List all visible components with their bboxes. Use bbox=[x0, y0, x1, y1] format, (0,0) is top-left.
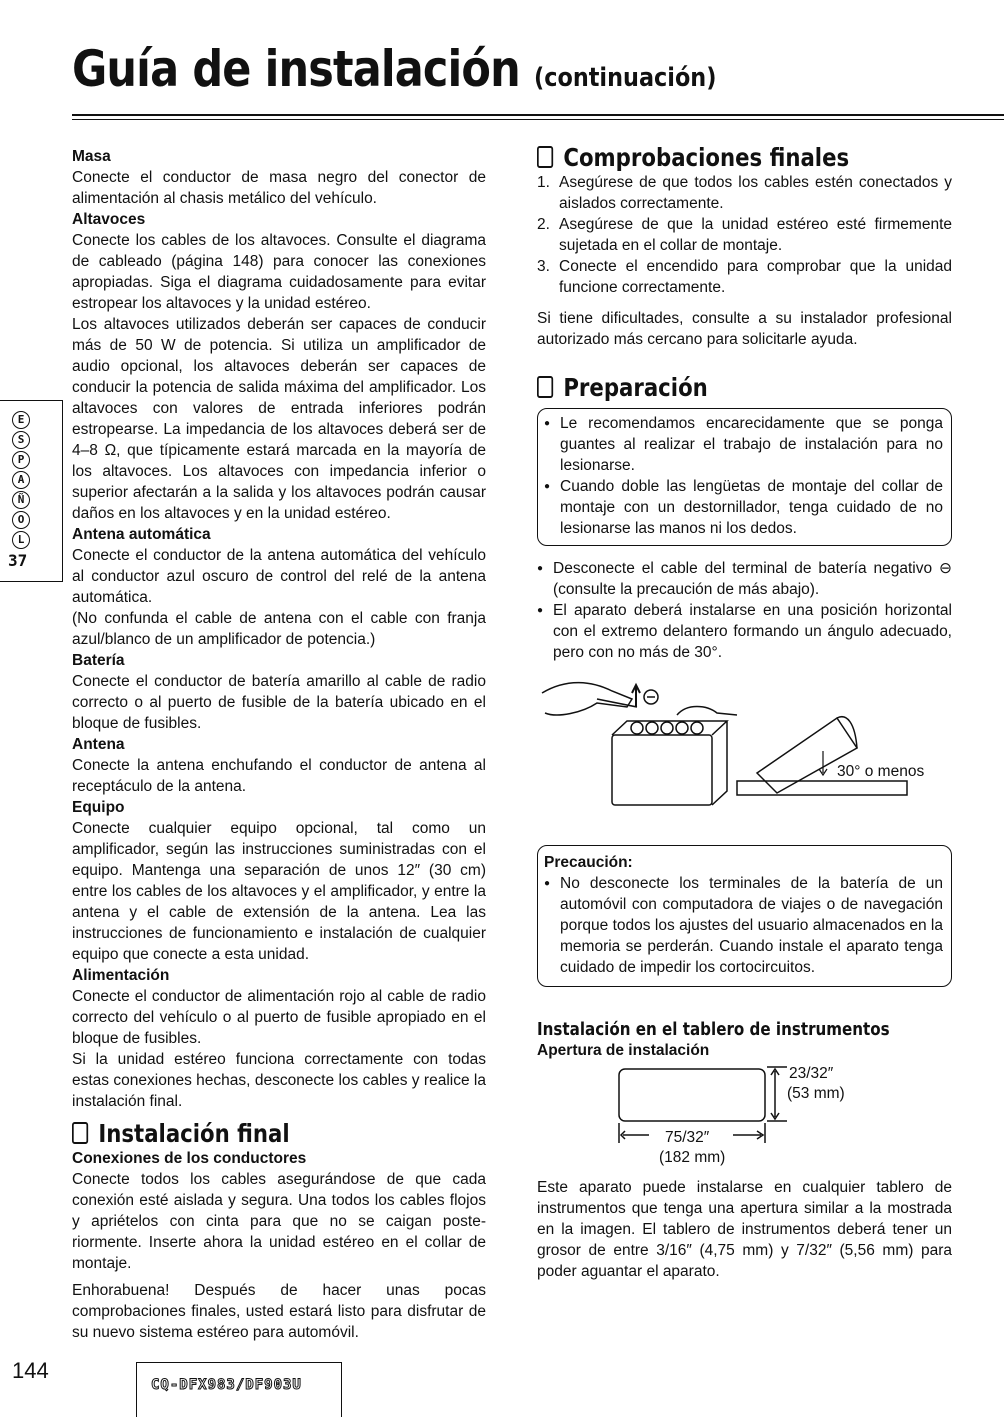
preparacion-box-list bbox=[544, 413, 943, 539]
instalacion-final-heading bbox=[72, 1118, 424, 1148]
alimentacion-p2: Si la unidad estéreo funciona correctamente con todas estas conexiones hechas, desconecte los cables y realice la instalación final. bbox=[72, 1051, 486, 1110]
list-item: ● Cuando doble las lengüetas de montaje del collar de montaje con un destornillador, tenga cuidado de no lesionarse las manos ni los dedos. bbox=[544, 476, 943, 539]
alimentacion-heading: Alimentación bbox=[72, 967, 170, 984]
section-box-icon bbox=[72, 1122, 88, 1144]
antena-auto-p1: Conecte el conductor de la antena automática del vehículo al conductor azul oscuro de control del relé de la antena automática. bbox=[72, 547, 486, 606]
preparacion-heading bbox=[537, 372, 890, 402]
model-number: CQ-DFX983/DF903U bbox=[151, 1377, 302, 1393]
header-rule bbox=[72, 114, 1004, 116]
comprobaciones-note: Si tiene dificultades, consulte a su instalador profesional autorizado más cercano para solicitarle ayuda. bbox=[537, 310, 952, 348]
precaucion-box bbox=[537, 845, 952, 987]
tab-number: 37 bbox=[8, 551, 28, 570]
altavoces-p2: Los altavoces utilizados deberán ser capaces de conducir más de 50 W de potencia. Si utiliza un amplificador de audio opcional, los altavoces deberán ser capaces de conducir la potencia de salida máxima del amplificador. Los altavoces con valores de entrada inferiores podrán estropearse. La impedancia de los altavoces deberá ser de 4–8 Ω, que típicamente estará marcada en la mayoría de los altavoces. Los altavoces con impedancia inferior o superior afectarán a la salida y los altavoces podrán causar daños en los altavoces y en la unidad estéreo. bbox=[72, 316, 486, 522]
antena-heading: Antena bbox=[72, 736, 125, 753]
comprobaciones-title: Comprobaciones finales bbox=[563, 142, 850, 172]
apertura-heading: Apertura de instalación bbox=[537, 1042, 710, 1059]
dashboard-bar bbox=[737, 781, 907, 795]
comprobaciones-heading bbox=[537, 142, 890, 172]
list-item: ● El aparato deberá instalarse en una posición horizontal con el extremo delantero formando un ángulo adecuado, pero con no más de 30°. bbox=[537, 600, 952, 663]
precaucion-heading: Precaución: bbox=[544, 854, 633, 871]
width-mm: (182 mm) bbox=[659, 1149, 726, 1166]
bateria-text: Conecte el conductor de batería amarillo al cable de radio correcto o al puerto de fusible de la batería ubicado en el bloque de fusibles. bbox=[72, 673, 486, 732]
language-letters bbox=[8, 409, 34, 551]
battery-and-angle-drawing bbox=[537, 673, 952, 833]
bateria-heading: Batería bbox=[72, 652, 125, 669]
angle-label: 30° o menos bbox=[837, 763, 925, 780]
tab-letter: Ñ bbox=[12, 491, 30, 509]
masa-text: Conecte el conductor de masa negro del conector de alimentación al chasis metálico del vehículo. bbox=[72, 169, 486, 207]
list-item: 3. Conecte el encendido para comprobar que la unidad funcione correctamente. bbox=[537, 258, 952, 296]
opening-rectangle bbox=[619, 1069, 765, 1121]
altavoces-heading: Altavoces bbox=[72, 211, 146, 228]
section-box-icon bbox=[537, 376, 553, 398]
tablero-text: Este aparato puede instalarse en cualquier tablero de instrumentos que tenga una apertura similar a la mostrada en la imagen. El tablero de instrumentos deberá tener un grosor de entre 3/16″ (4,75 mm) y 7/32″ (5,56 mm) para poder aguantar el aparato. bbox=[537, 1179, 952, 1280]
title-main: Guía de instalación bbox=[72, 40, 520, 98]
hand-shape bbox=[542, 683, 632, 715]
header-rule-thin bbox=[72, 119, 1004, 120]
tab-letter: S bbox=[12, 431, 30, 449]
opening-diagram bbox=[537, 1063, 952, 1167]
comprobaciones-list bbox=[537, 172, 952, 298]
altavoces-p1: Conecte los cables de los altavoces. Consulte el diagrama de cableado (página 148) para conocer las conexiones apropiadas. Siga el diagrama cuidadosamente para evitar estropear los altavoces y la unidad estéreo. bbox=[72, 232, 486, 312]
page-number: 144 bbox=[12, 1358, 49, 1383]
tab-letter: O bbox=[12, 511, 30, 529]
tab-letter: L bbox=[12, 531, 30, 549]
tab-letter: A bbox=[12, 471, 30, 489]
section-box-icon bbox=[537, 146, 553, 168]
conexiones-heading: Conexiones de los conductores bbox=[72, 1150, 307, 1167]
language-tab bbox=[0, 400, 63, 582]
equipo-text: Conecte cualquier equipo opcional, tal como un amplificador, según las instrucciones suministradas con el equipo. Mantenga una separación de unos 12″ (30 cm) entre los cables de los altavoces y el amplificador, y entre la antena y el cable de extensión de la antena. Lea las instrucciones de funcionamiento e instalación de cualquier equipo que conecte a esta unidad. bbox=[72, 820, 486, 963]
masa-heading: Masa bbox=[72, 148, 111, 165]
tab-letter: E bbox=[12, 411, 30, 429]
antena-text: Conecte la antena enchufando el conductor de antena al receptáculo de la antena. bbox=[72, 757, 486, 795]
width-frac: 75/32″ bbox=[665, 1129, 710, 1146]
preparacion-title: Preparación bbox=[563, 372, 708, 402]
list-item: 1. Asegúrese de que todos los cables estén conectados y aislados correctamente. bbox=[537, 174, 952, 212]
left-column bbox=[72, 146, 486, 1343]
instalacion-final-title: Instalación final bbox=[98, 1118, 290, 1148]
antena-auto-heading: Antena automática bbox=[72, 526, 211, 543]
page-title bbox=[72, 40, 716, 98]
preparation-illustration bbox=[537, 673, 952, 833]
preparacion-list bbox=[537, 558, 952, 663]
precaucion-text: ● No desconecte los terminales de la batería de un automóvil con computadora de viajes o de navegación porque todos los ajustes del usuario almacenados en la memoria se perderán. Cuando instale el aparato tenga cuidado de impedir los cortocircuitos. bbox=[544, 873, 943, 978]
right-column bbox=[537, 142, 952, 1282]
model-box bbox=[136, 1362, 342, 1417]
preparacion-warning-box bbox=[537, 408, 952, 546]
list-item: ● Desconecte el cable del terminal de batería negativo ⊖ (consulte la precaución de más abajo). bbox=[537, 558, 952, 600]
battery-body bbox=[612, 735, 712, 805]
instalacion-final-p2: Enhorabuena! Después de hacer unas pocas comprobaciones finales, usted estará listo para disfrutar de su nuevo sistema estéreo para automóvil. bbox=[72, 1282, 486, 1341]
list-item: ● Le recomendamos encarecidamente que se ponga guantes al realizar el trabajo de instalación para no lesionarse. bbox=[544, 413, 943, 476]
instalacion-final-p1: Conecte todos los cables asegurándose de que cada conexión esté aislada y segura. Una todos los cables flojos y apriételos con cinta para que no se caigan poste-riormente. Inserte ahora la unidad estéreo en el collar de montaje. bbox=[72, 1171, 486, 1272]
equipo-heading: Equipo bbox=[72, 799, 125, 816]
height-mm: (53 mm) bbox=[787, 1085, 845, 1102]
height-frac: 23/32″ bbox=[789, 1065, 834, 1082]
tab-letter: P bbox=[12, 451, 30, 469]
list-item: 2. Asegúrese de que la unidad estéreo esté firmemente sujetada en el collar de montaje. bbox=[537, 216, 952, 254]
antena-auto-p2: (No confunda el cable de antena con el cable con franja azul/blanco de un amplificador de potencia.) bbox=[72, 610, 486, 648]
title-subtitle: (continuación) bbox=[533, 63, 717, 93]
alimentacion-p1: Conecte el conductor de alimentación rojo al cable de radio correcto del vehículo o al puerto de fusible apropiado en el bloque de fusibles. bbox=[72, 988, 486, 1047]
tablero-heading: Instalación en el tablero de instrumentos bbox=[537, 1019, 890, 1040]
